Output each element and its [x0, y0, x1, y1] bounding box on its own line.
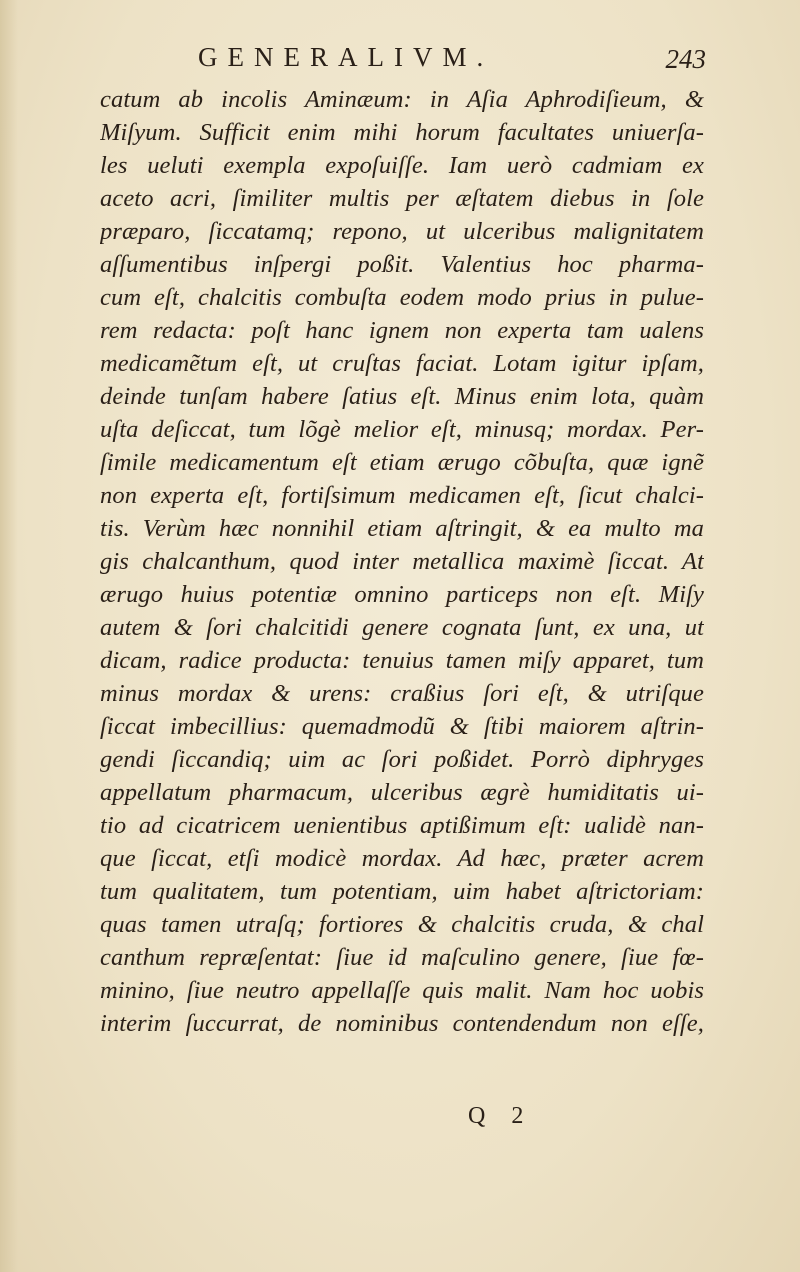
page-edge-shadow — [0, 0, 18, 1272]
text-line: gendi ſiccandiq; uim ac ſori poßidet. Porrò diphryges — [100, 746, 704, 773]
text-line: interim ſuccurrat, de nominibus contendendum non eſſe, — [100, 1010, 704, 1037]
text-line: aceto acri, ſimiliter multis per æſtatem diebus in ſole — [100, 185, 704, 212]
text-line: dicam, radice producta: tenuius tamen miſy apparet, tum — [100, 647, 704, 674]
text-line: catum ab incolis Aminæum: in Aſia Aphrodiſieum, & — [100, 86, 704, 113]
text-line: les ueluti exempla expoſuiſſe. Iam uerò cadmiam ex — [100, 152, 704, 179]
text-line: quas tamen utraſq; fortiores & chalcitis cruda, & chal — [100, 911, 704, 938]
page-number: 243 — [665, 44, 706, 74]
text-line: aſſumentibus inſpergi poßit. Valentius hoc pharma- — [100, 251, 704, 278]
text-line: medicamẽtum eſt, ut cruſtas faciat. Lotam igitur ipſam, — [100, 350, 704, 377]
text-line: gis chalcanthum, quod inter metallica maximè ſiccat. At — [100, 548, 704, 575]
body-text — [100, 83, 704, 1040]
text-line: deinde tunſam habere ſatius eſt. Minus enim lota, quàm — [100, 383, 704, 410]
text-line: non experta eſt, fortiſsimum medicamen eſt, ſicut chalci- — [100, 482, 704, 509]
text-line: uſta deſiccat, tum lõgè melior eſt, minusq; mordax. Per- — [100, 416, 704, 443]
text-line: Miſyum. Sufficit enim mihi horum facultates uniuerſa- — [100, 119, 704, 146]
text-line: præparo, ſiccatamq; repono, ut ulceribus malignitatem — [100, 218, 704, 245]
text-line: ſiccat imbecillius: quemadmodũ & ſtibi maiorem aſtrin- — [100, 713, 704, 740]
text-line: cum eſt, chalcitis combuſta eodem modo prius in pulue- — [100, 284, 704, 311]
text-line: minino, ſiue neutro appellaſſe quis malit. Nam hoc uobis — [100, 977, 704, 1004]
text-line: tis. Verùm hæc nonnihil etiam aſtringit, & ea multo ma — [100, 515, 704, 542]
text-line: que ſiccat, etſi modicè mordax. Ad hæc, præter acrem — [100, 845, 704, 872]
text-line: ærugo huius potentiæ omnino particeps non eſt. Miſy — [100, 581, 704, 608]
text-line: tio ad cicatricem uenientibus aptißimum eſt: ualidè nan- — [100, 812, 704, 839]
text-line: tum qualitatem, tum potentiam, uim habet aſtrictoriam: — [100, 878, 704, 905]
running-head: GENERALIVM. — [198, 42, 494, 72]
text-line: canthum repræſentat: ſiue id maſculino genere, ſiue fœ- — [100, 944, 704, 971]
text-line: rem redacta: poſt hanc ignem non experta tam ualens — [100, 317, 704, 344]
text-line: minus mordax & urens: craßius ſori eſt, & utriſque — [100, 680, 704, 707]
text-line: appellatum pharmacum, ulceribus ægrè humiditatis ui- — [100, 779, 704, 806]
text-line: autem & ſori chalcitidi genere cognata ſunt, ex una, ut — [100, 614, 704, 641]
page-header — [110, 42, 706, 82]
signature-mark: Q 2 — [468, 1103, 534, 1129]
text-line: ſimile medicamentum eſt etiam ærugo cõbuſta, quæ ignẽ — [100, 449, 704, 476]
